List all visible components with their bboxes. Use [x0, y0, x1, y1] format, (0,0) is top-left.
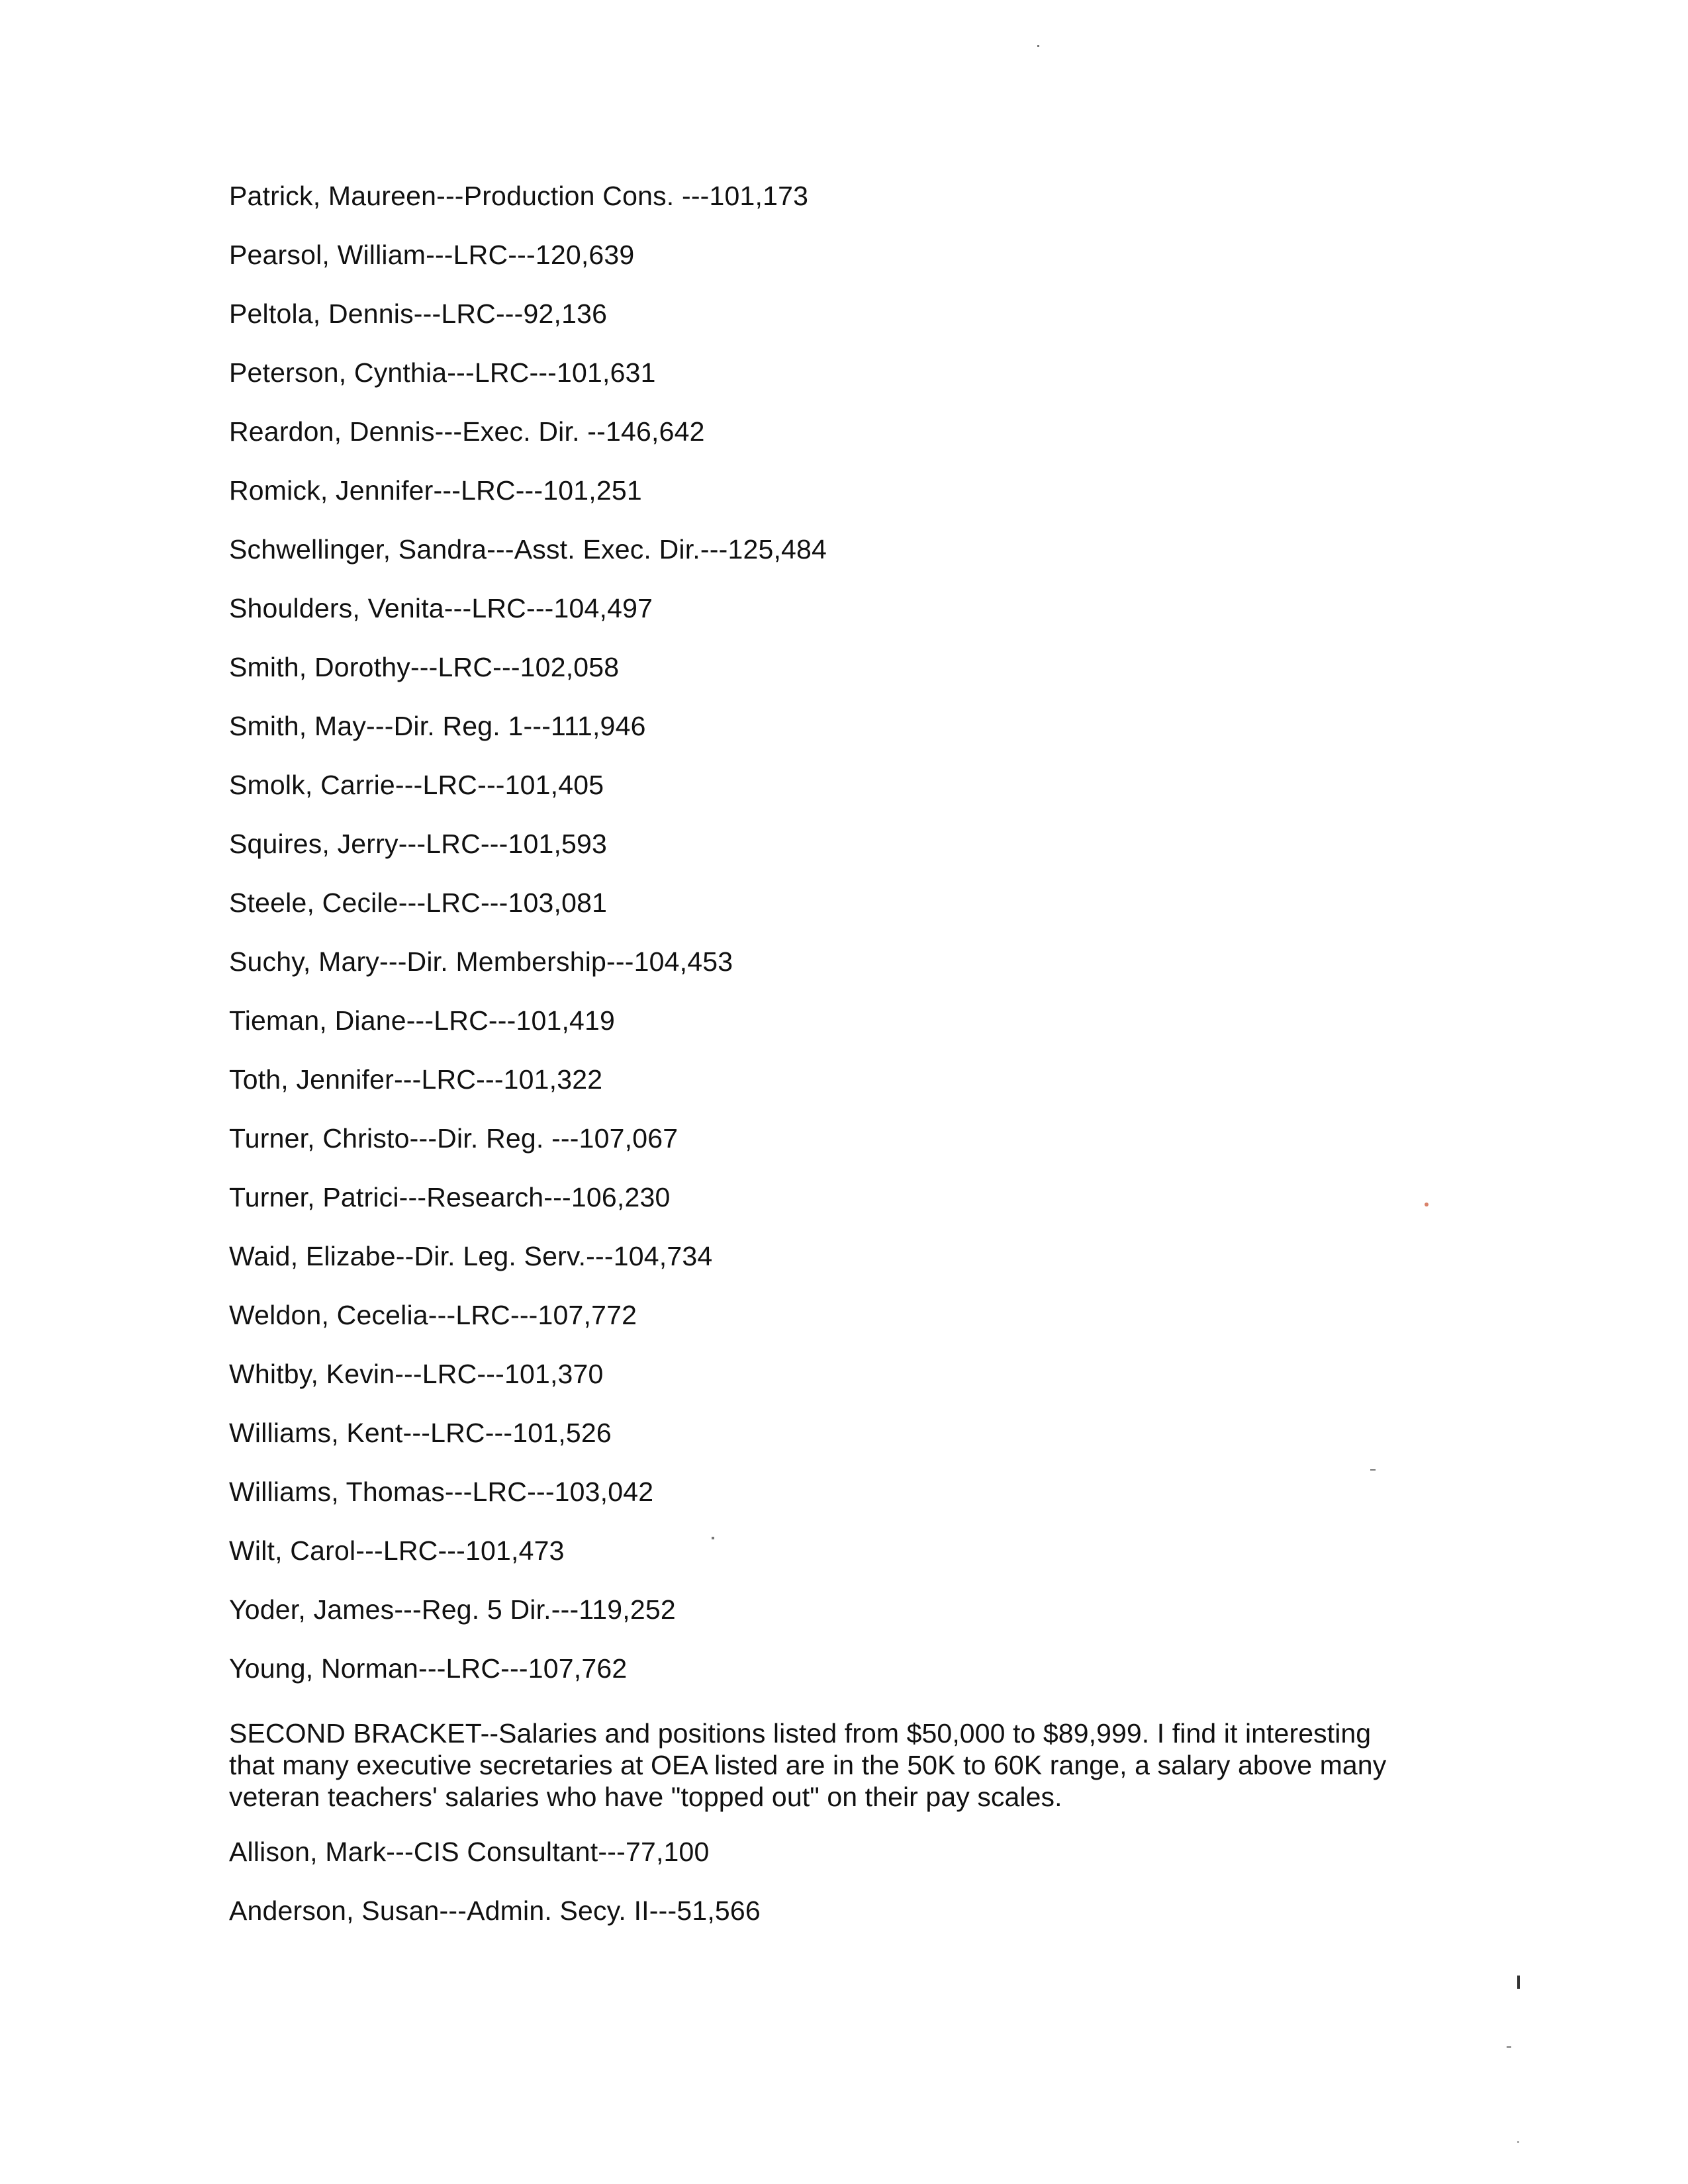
scan-speck	[1517, 2141, 1519, 2143]
salary-entry: Toth, Jennifer---LRC---101,322	[229, 1064, 603, 1095]
salary-entry: Williams, Kent---LRC---101,526	[229, 1418, 612, 1448]
first-bracket-list	[229, 180, 1487, 1711]
salary-entry: Suchy, Mary---Dir. Membership---104,453	[229, 946, 733, 977]
scan-speck	[1037, 45, 1039, 47]
salary-entry: Steele, Cecile---LRC---103,081	[229, 887, 608, 918]
salary-entry: Anderson, Susan---Admin. Secy. II---51,566	[229, 1895, 761, 1926]
salary-entry: Shoulders, Venita---LRC---104,497	[229, 593, 653, 623]
salary-entry: Patrick, Maureen---Production Cons. ---101,173	[229, 181, 809, 211]
salary-entry: Allison, Mark---CIS Consultant---77,100	[229, 1837, 710, 1867]
scan-speck	[1507, 2046, 1511, 2048]
second-bracket-list	[229, 1836, 1487, 1954]
salary-entry: Yoder, James---Reg. 5 Dir.---119,252	[229, 1594, 676, 1625]
salary-entry: Schwellinger, Sandra---Asst. Exec. Dir.---125,484	[229, 534, 827, 565]
scan-speck	[1425, 1203, 1429, 1206]
salary-entry: Waid, Elizabe--Dir. Leg. Serv.---104,734	[229, 1241, 713, 1271]
salary-entry: Romick, Jennifer---LRC---101,251	[229, 475, 642, 506]
second-bracket-paragraph: SECOND BRACKET--Salaries and positions listed from $50,000 to $89,999. I find it interesting that many executive secretaries at OEA listed are in the 50K to 60K range, a salary above many veteran teachers' salaries who have "topped out" on their pay scales.	[229, 1718, 1387, 1812]
scan-speck	[1517, 1976, 1520, 1989]
salary-entry: Whitby, Kevin---LRC---101,370	[229, 1359, 604, 1389]
salary-entry: Peltola, Dennis---LRC---92,136	[229, 298, 608, 329]
scan-speck	[712, 1537, 714, 1539]
salary-entry: Weldon, Cecelia---LRC---107,772	[229, 1300, 637, 1330]
scan-speck	[1370, 1469, 1376, 1471]
salary-entry: Turner, Christo---Dir. Reg. ---107,067	[229, 1123, 679, 1154]
salary-entry: Young, Norman---LRC---107,762	[229, 1653, 628, 1684]
salary-entry: Tieman, Diane---LRC---101,419	[229, 1005, 616, 1036]
salary-entry: Smith, Dorothy---LRC---102,058	[229, 652, 620, 682]
salary-entry: Turner, Patrici---Research---106,230	[229, 1182, 671, 1212]
salary-entry: Smolk, Carrie---LRC---101,405	[229, 770, 604, 800]
salary-entry: Pearsol, William---LRC---120,639	[229, 240, 635, 270]
salary-entry: Reardon, Dennis---Exec. Dir. --146,642	[229, 416, 705, 447]
salary-entry: Squires, Jerry---LRC---101,593	[229, 829, 608, 859]
salary-entry: Peterson, Cynthia---LRC---101,631	[229, 357, 656, 388]
salary-entry: Wilt, Carol---LRC---101,473	[229, 1535, 565, 1566]
salary-entry: Williams, Thomas---LRC---103,042	[229, 1477, 654, 1507]
salary-entry: Smith, May---Dir. Reg. 1---111,946	[229, 711, 646, 741]
